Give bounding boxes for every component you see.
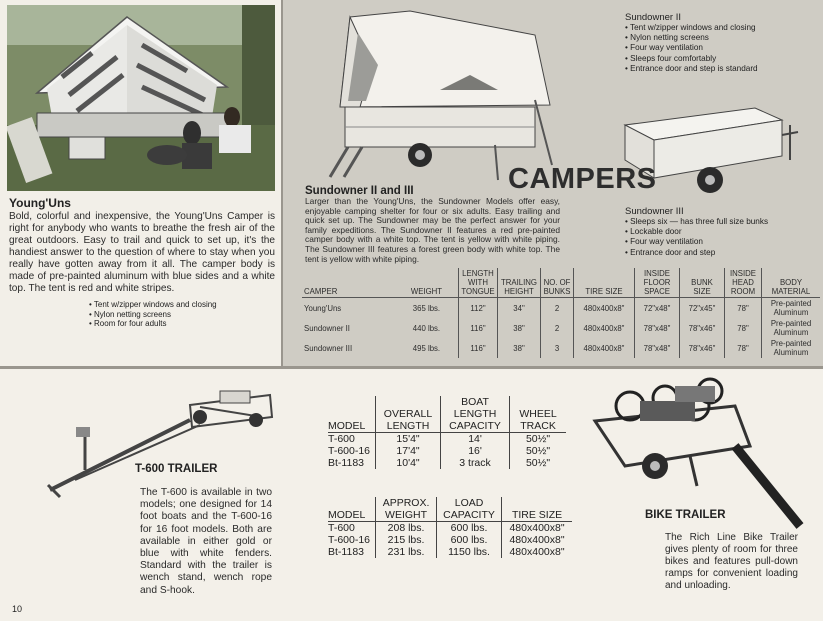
table-cell: 2	[541, 298, 574, 319]
list-item: • Tent w/zipper windows and closing	[89, 300, 275, 310]
table-cell: T-600-16	[328, 445, 371, 457]
list-item: • Sleeps four comfortably	[625, 54, 815, 64]
list-item: • Nylon netting screens	[625, 33, 815, 43]
column-header: OVERALL LENGTH	[376, 396, 441, 433]
sundowner-subtitle: Sundowner II and III	[305, 185, 414, 197]
list-item: • Four way ventilation	[625, 43, 815, 53]
table-row	[302, 298, 820, 319]
table-cell: 72"x48"	[635, 298, 680, 319]
horizontal-divider	[0, 366, 823, 369]
t600-weight-table	[328, 497, 572, 558]
bike-trailer-description: The Rich Line Bike Trailer gives plenty of room for three bikes and features pull-down ramps for convenient loading and unloading.	[665, 532, 798, 591]
table-row	[302, 338, 820, 358]
table-cell: Pre-painted Aluminum	[762, 318, 821, 338]
table-cell: 116"	[459, 338, 498, 358]
column-header: MODEL	[328, 497, 376, 522]
table-cell: 480x400x8"	[502, 522, 573, 535]
list-item: • Four way ventilation	[625, 237, 817, 247]
sundowner-iii-features	[625, 217, 817, 258]
young-uns-title: Young'Uns	[9, 196, 71, 210]
table-cell: 495 lbs.	[412, 343, 441, 353]
table-cell: 78"	[725, 338, 762, 358]
table-cell: 78"x46"	[680, 338, 725, 358]
table-cell: 10'4"	[376, 457, 441, 469]
table-row	[328, 522, 572, 535]
table-cell: 600 lbs.	[437, 534, 502, 546]
vertical-divider	[281, 0, 283, 368]
table-cell: 116"	[459, 318, 498, 338]
table-cell: 34"	[498, 298, 541, 319]
campers-heading: CAMPERS	[508, 163, 657, 195]
camper-spec-table	[302, 268, 820, 358]
young-uns-description: Bold, colorful and inexpensive, the Young'Uns Camper is right for anybody who wants to breathe the fresh air of the great outdoors. Easy to trail and quick to set up, it's the handiest answer to the question of where to stay when you really have gotten away from it all. The camper body is made of pre-painted aluminum with blue sides and a white top. The tent is red and white stripes.	[9, 211, 275, 294]
column-header: APPROX. WEIGHT	[376, 497, 437, 522]
column-header: INSIDE FLOOR SPACE	[635, 268, 680, 298]
bike-trailer-illustration	[585, 376, 810, 531]
table-cell: 38"	[498, 338, 541, 358]
table-cell: T-600	[328, 522, 355, 534]
column-header: BUNK SIZE	[680, 268, 725, 298]
sundowner-description: Larger than the Young'Uns, the Sundowner Models offer easy, enjoyable camping shelter for four or six adults. Easy trailing and quick set up. The Sundowner may be the perfect answer for your family expeditions. The Sundowner II features a red pre-painted camper body with a white top. The tent is yellow with white piping. The Sundowner III features a forest green body with white top. The tent is yellow with white piping.	[305, 196, 560, 264]
table-cell: Sundowner II	[304, 323, 350, 333]
table-cell: Bt-1183	[328, 546, 364, 558]
table-cell: 50½"	[510, 445, 567, 457]
column-header: CAMPER	[302, 268, 395, 298]
bike-trailer-title: BIKE TRAILER	[645, 509, 726, 521]
table-cell: 78"x48"	[635, 338, 680, 358]
table-cell: 16'	[441, 445, 510, 457]
table-cell: 78"	[725, 298, 762, 319]
table-row	[328, 534, 572, 546]
table-cell: 72"x45"	[680, 298, 725, 319]
column-header: BOAT LENGTH CAPACITY	[441, 396, 510, 433]
list-item: • Lockable door	[625, 227, 817, 237]
table-cell: T-600	[328, 433, 355, 445]
table-row	[328, 457, 566, 469]
column-header: LOAD CAPACITY	[437, 497, 502, 522]
table-cell: 50½"	[510, 433, 567, 446]
table-row	[302, 318, 820, 338]
table-cell: Pre-painted Aluminum	[762, 298, 821, 319]
page-number: 10	[12, 604, 23, 614]
table-cell: 600 lbs.	[437, 522, 502, 535]
table-cell: 480x400x8"	[574, 318, 635, 338]
table-header-row	[328, 396, 566, 433]
table-cell: 14'	[441, 433, 510, 446]
table-cell: 480x400x8"	[574, 298, 635, 319]
list-item: • Sleeps six — has three full size bunks	[625, 217, 817, 227]
table-row	[328, 445, 566, 457]
column-header: TRAILING HEIGHT	[498, 268, 541, 298]
table-cell: 1150 lbs.	[437, 546, 502, 558]
table-cell: 38"	[498, 318, 541, 338]
list-item: • Room for four adults	[89, 319, 275, 329]
sundowner-ii-specs	[625, 12, 815, 74]
list-item: • Nylon netting screens	[89, 310, 275, 320]
table-cell: Sundowner III	[304, 343, 353, 353]
column-header: TIRE SIZE	[502, 497, 573, 522]
column-header: LENGTH WITH TONGUE	[459, 268, 498, 298]
column-header: BODY MATERIAL	[762, 268, 821, 298]
table-cell: 2	[541, 318, 574, 338]
table-cell: 3 track	[441, 457, 510, 469]
column-header: MODEL	[328, 396, 376, 433]
table-cell: 50½"	[510, 457, 567, 469]
young-uns-photo	[7, 5, 275, 191]
sundowner-ii-title: Sundowner II	[625, 12, 681, 23]
table-cell: 15'4"	[376, 433, 441, 446]
table-header-row	[328, 497, 572, 522]
table-row	[328, 546, 572, 558]
table-cell: 78"x48"	[635, 318, 680, 338]
young-uns-features	[89, 300, 275, 329]
table-cell: 17'4"	[376, 445, 441, 457]
table-cell: 440 lbs.	[412, 323, 441, 333]
table-cell: 231 lbs.	[376, 546, 437, 558]
column-header: NO. OF BUNKS	[541, 268, 574, 298]
table-cell: Pre-painted Aluminum	[762, 338, 821, 358]
sundowner-text-block	[305, 185, 560, 264]
table-cell: T-600-16	[328, 534, 371, 546]
table-cell: 112"	[459, 298, 498, 319]
table-header-row	[302, 268, 820, 298]
sundowner-iii-title: Sundowner III	[625, 206, 684, 217]
sundowner-iii-specs	[625, 206, 817, 258]
table-cell: 3	[541, 338, 574, 358]
table-cell: 208 lbs.	[376, 522, 437, 535]
table-row	[328, 433, 566, 446]
list-item: • Tent w/zipper windows and closing	[625, 23, 815, 33]
table-cell: 480x400x8"	[574, 338, 635, 358]
column-header: INSIDE HEAD ROOM	[725, 268, 762, 298]
table-cell: 365 lbs.	[412, 303, 441, 313]
young-uns-text-block	[9, 196, 275, 329]
column-header: WEIGHT	[395, 268, 459, 298]
table-cell: 480x400x8"	[502, 546, 573, 558]
table-cell: Bt-1183	[328, 457, 364, 469]
sundowner-ii-features	[625, 23, 815, 74]
list-item: • Entrance door and step	[625, 248, 817, 258]
t600-description: The T-600 is available in two models; one designed for 14 foot boats and the T-600-16 for 16 foot models. Both are available in either gold or blue with white fenders. Standard with the trailer is wench stand, wench rope and S-hook.	[140, 487, 272, 596]
column-header: TIRE SIZE	[574, 268, 635, 298]
column-header: WHEEL TRACK	[510, 396, 567, 433]
t600-length-table	[328, 396, 566, 469]
table-cell: 78"x46"	[680, 318, 725, 338]
table-cell: 78"	[725, 318, 762, 338]
table-cell: 215 lbs.	[376, 534, 437, 546]
list-item: • Entrance door and step is standard	[625, 64, 815, 74]
table-cell: Young'Uns	[304, 303, 342, 313]
table-cell: 480x400x8"	[502, 534, 573, 546]
t600-title: T-600 TRAILER	[135, 463, 218, 475]
sundowner-ii-illustration	[320, 5, 560, 185]
